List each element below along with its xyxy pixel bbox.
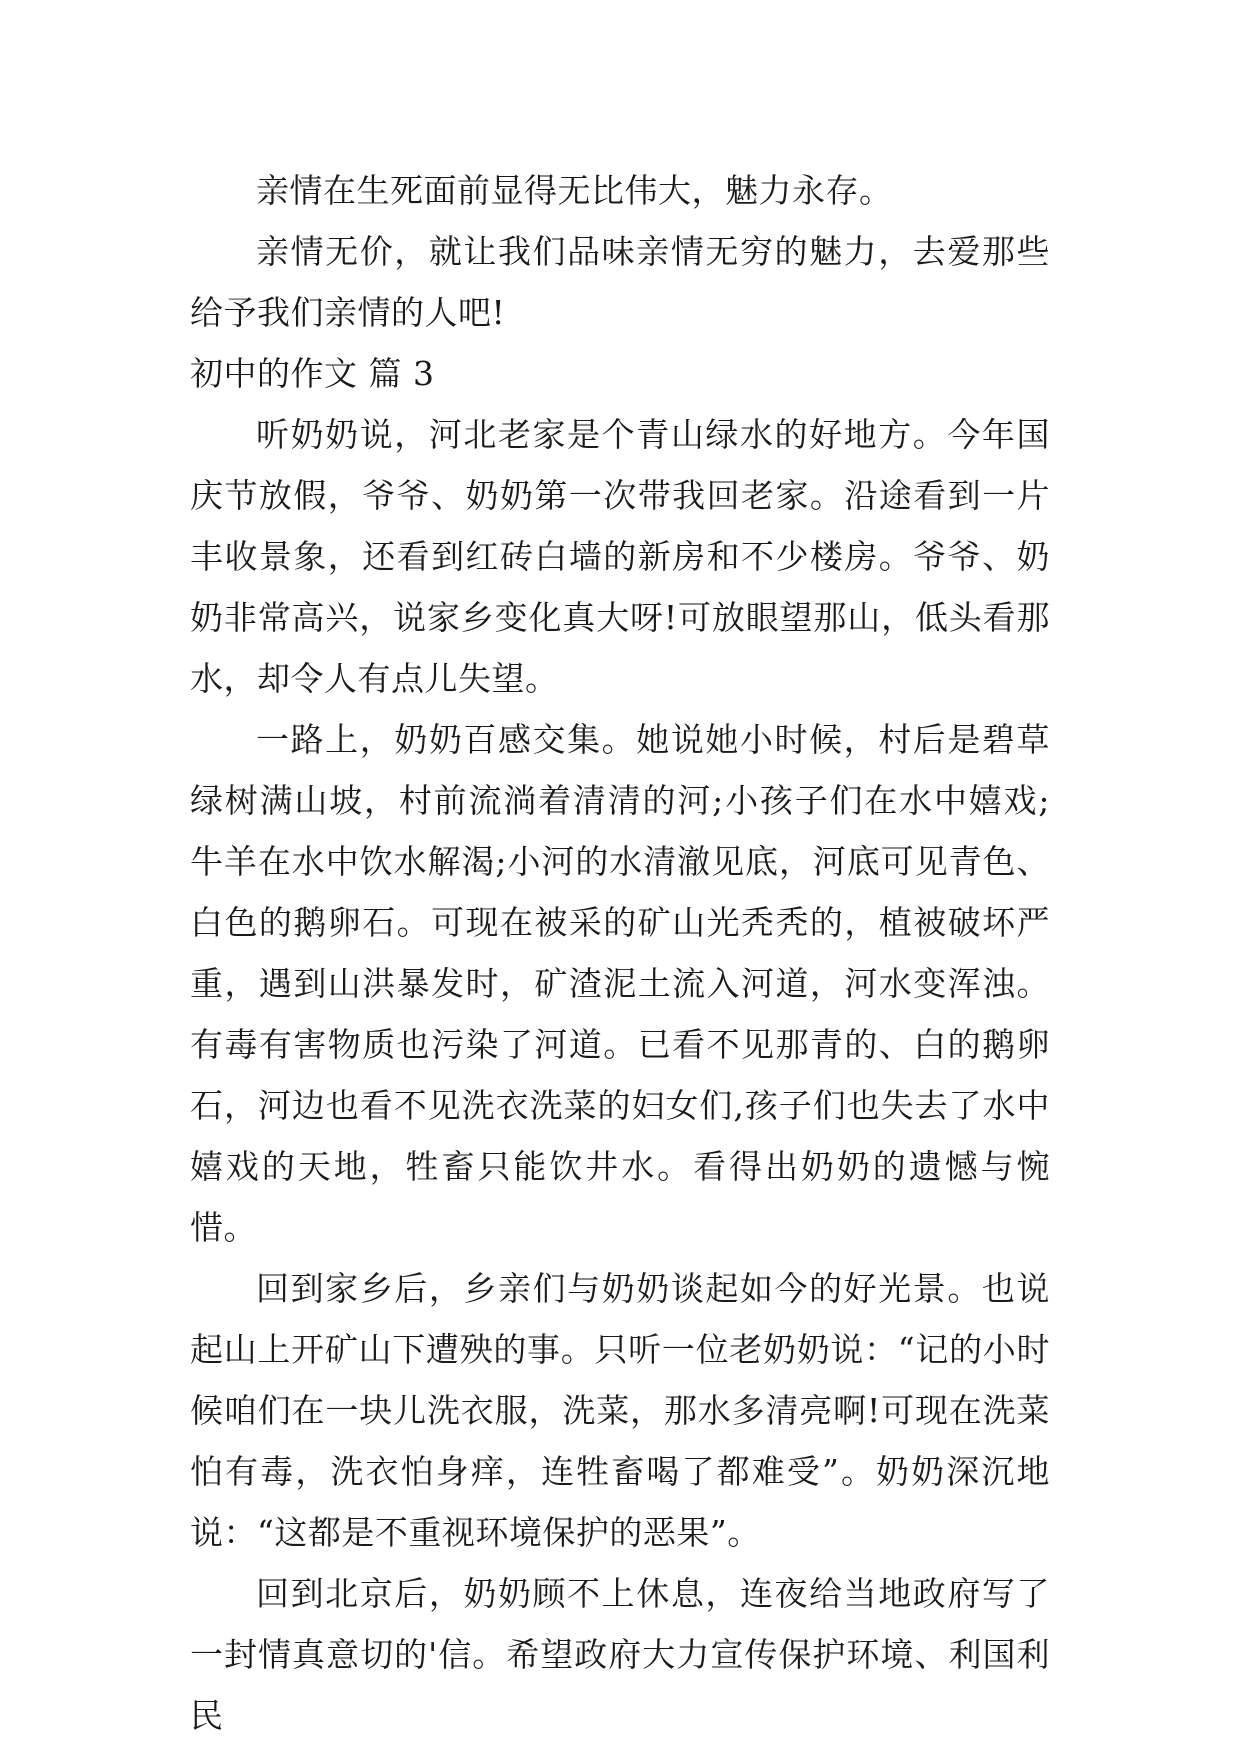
- document-body: [190, 160, 1050, 1746]
- paragraph: 回到北京后，奶奶顾不上休息，连夜给当地政府写了一封情真意切的'信。希望政府大力宣传保护环境、利国利民: [190, 1574, 1050, 1735]
- paragraph: 回到家乡后，乡亲们与奶奶谈起如今的好光景。也说起山上开矿山下遭殃的事。只听一位老奶奶说：“记的小时候咱们在一块儿洗衣服，洗菜，那水多清亮啊!可现在洗菜怕有毒，洗衣怕身痒，连牲畜喝了都难受”。奶奶深沉地说：“这都是不重视环境保护的恶果”。: [190, 1269, 1050, 1552]
- paragraph: 亲情在生死面前显得无比伟大，魅力永存。: [256, 171, 893, 210]
- paragraph: 亲情无价，就让我们品味亲情无穷的魅力，去爱那些给予我们亲情的人吧!: [190, 232, 1050, 332]
- section-heading: 初中的作文 篇 3: [190, 354, 435, 393]
- paragraph: 一路上，奶奶百感交集。她说她小时候，村后是碧草绿树满山坡，村前流淌着清清的河;小孩子们在水中嬉戏;牛羊在水中饮水解渴;小河的水清澈见底，河底可见青色、白色的鹅卵石。可现在被采的矿山光秃秃的，植被破坏严重，遇到山洪暴发时，矿渣泥土流入河道，河水变浑浊。有毒有害物质也污染了河道。已看不见那青的、白的鹅卵石，河边也看不见洗衣洗菜的妇女们,孩子们也失去了水中嬉戏的天地，牲畜只能饮井水。看得出奶奶的遗憾与惋惜。: [190, 720, 1050, 1247]
- paragraph: 听奶奶说，河北老家是个青山绿水的好地方。今年国庆节放假，爷爷、奶奶第一次带我回老家。沿途看到一片丰收景象，还看到红砖白墙的新房和不少楼房。爷爷、奶奶非常高兴，说家乡变化真大呀!可放眼望那山，低头看那水，却令人有点儿失望。: [190, 415, 1050, 698]
